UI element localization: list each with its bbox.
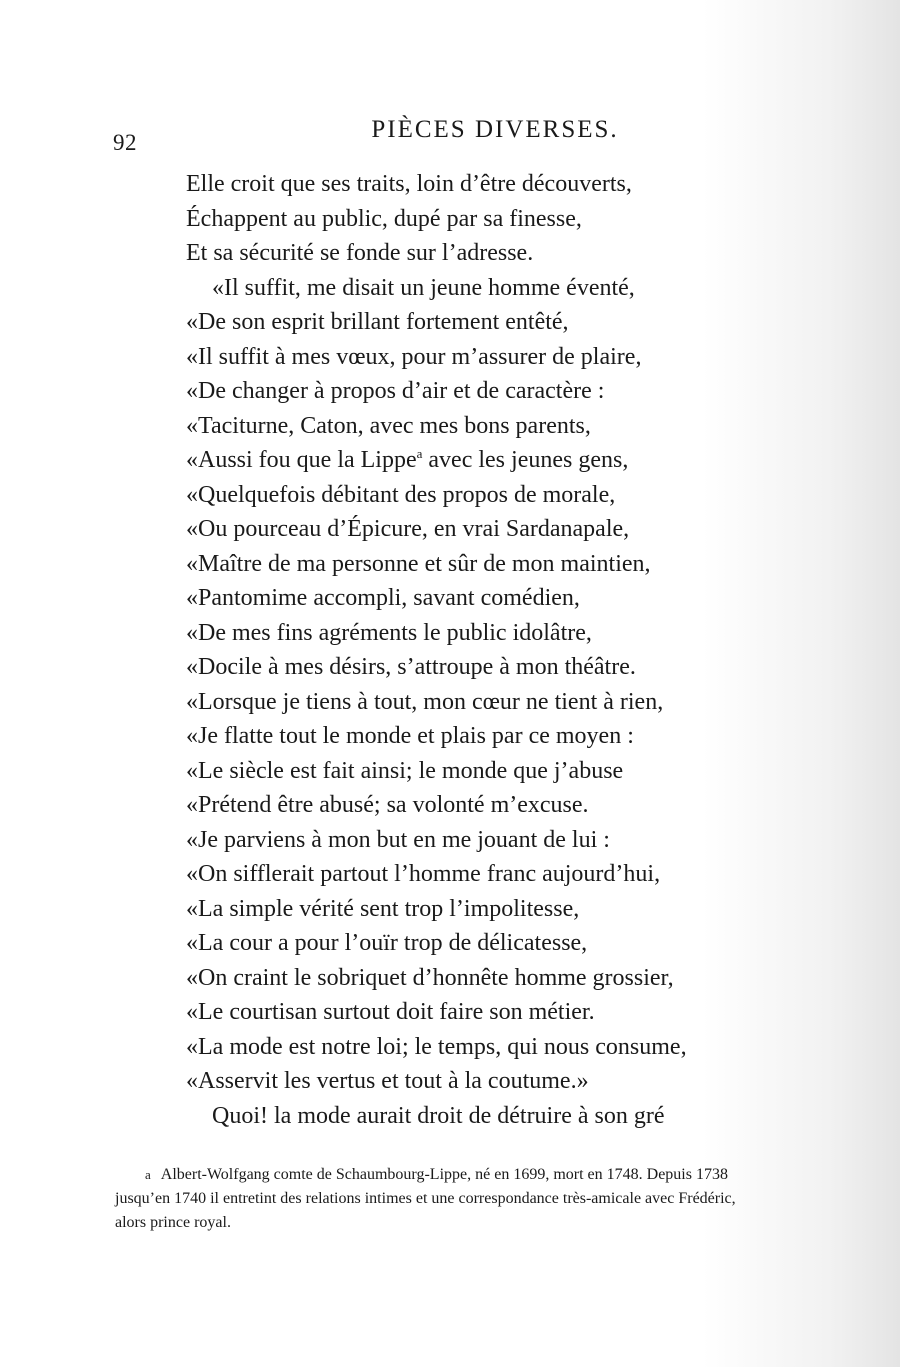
verse-text: «Le siècle est fait ainsi; le monde que j’abuse: [186, 757, 624, 784]
verse-text: «Prétend être abusé; sa volonté m’excuse.: [186, 792, 589, 818]
verse-line: [186, 374, 687, 409]
verse-line: [186, 616, 687, 651]
verse-text: «Je parviens à mon but en me jouant de lui :: [186, 826, 610, 853]
verse-line: [186, 305, 687, 340]
footnote: [115, 1163, 880, 1235]
verse-line: [186, 167, 687, 202]
verse-line: [186, 823, 687, 858]
verse-line: [186, 995, 687, 1030]
verse-line: [186, 650, 687, 685]
verse-text: «Le courtisan surtout doit faire son métier.: [186, 999, 595, 1025]
verse-text: «Aussi fou que la Lippe: [186, 447, 417, 473]
verse-text: «On craint le sobriquet d’honnête homme grossier,: [186, 964, 674, 991]
verse-line: [186, 409, 687, 444]
footnote-line: jusqu’en 1740 il entretint des relations intimes et une correspondance très-amicale avec Frédéric,: [115, 1190, 736, 1207]
verse-text: Échappent au public, dupé par sa finesse,: [186, 205, 582, 232]
verse-text: «Pantomime accompli, savant comédien,: [186, 585, 580, 611]
verse-line: [186, 1099, 687, 1134]
verse-text: «La mode est notre loi; le temps, qui nous consume,: [186, 1033, 687, 1060]
verse-text: «Je flatte tout le monde et plais par ce moyen :: [186, 723, 634, 749]
verse-text: Quoi! la mode aurait droit de détruire à son gré: [212, 1102, 665, 1129]
verse-text: «Maître de ma personne et sûr de mon maintien,: [186, 550, 651, 577]
verse-text: «On sifflerait partout l’homme franc aujourd’hui,: [186, 861, 661, 887]
verse-line: [186, 340, 687, 375]
footnote-line: alors prince royal.: [115, 1214, 231, 1231]
verse-text: «Docile à mes désirs, s’attroupe à mon théâtre.: [186, 654, 636, 680]
footnote-marker: a: [145, 1167, 151, 1182]
verse-line: [186, 478, 687, 513]
verse-text: «De mes fins agréments le public idolâtre,: [186, 619, 592, 646]
verse-text: «Quelquefois débitant des propos de morale,: [186, 481, 616, 508]
verse-line: [186, 1030, 687, 1065]
verse-line: [186, 857, 687, 892]
verse-text: «Asservit les vertus et tout à la coutume.»: [186, 1068, 589, 1094]
verse-line: [186, 236, 687, 271]
verse-line: [186, 512, 687, 547]
page-number: 92: [113, 130, 137, 155]
verse-text: «La cour a pour l’ouïr trop de délicatesse,: [186, 930, 588, 956]
verse-text: «La simple vérité sent trop l’impolitesse,: [186, 895, 580, 922]
verse-text: «De son esprit brillant fortement entêté,: [186, 309, 569, 335]
verse-line: [186, 892, 687, 927]
verse-text: «Lorsque je tiens à tout, mon cœur ne tient à rien,: [186, 688, 664, 715]
verse-text: Et sa sécurité se fonde sur l’adresse.: [186, 240, 534, 266]
verse-line: [186, 961, 687, 996]
footnote-text: Albert-Wolfgang comte de Schaumbourg-Lippe, né en 1699, mort en 1748. Depuis 1738: [160, 1166, 728, 1183]
verse-line: [186, 685, 687, 720]
verse-text: Elle croit que ses traits, loin d’être découverts,: [186, 171, 632, 197]
verse-text: «Ou pourceau d’Épicure, en vrai Sardanapale,: [186, 516, 630, 542]
verse-text: «De changer à propos d’air et de caractère :: [186, 378, 605, 404]
verse-line: [186, 202, 687, 237]
verse-line: [186, 719, 687, 754]
verse-text-continued: avec les jeunes gens,: [422, 447, 629, 473]
verse-line: [186, 581, 687, 616]
verse-line: [186, 1064, 687, 1099]
footnote-reference: a: [416, 446, 423, 461]
verse-line: [186, 271, 687, 306]
verse-line: [186, 754, 687, 789]
verse-block: [186, 167, 687, 1133]
verse-text: «Il suffit à mes vœux, pour m’assurer de plaire,: [186, 343, 642, 370]
verse-line: [186, 926, 687, 961]
verse-line: [186, 443, 687, 478]
running-title: PIÈCES DIVERSES.: [371, 116, 619, 143]
verse-text: «Il suffit, me disait un jeune homme éventé,: [212, 274, 635, 301]
footnote-line: [115, 1163, 880, 1187]
verse-line: [186, 788, 687, 823]
verse-line: [186, 547, 687, 582]
verse-text: «Taciturne, Caton, avec mes bons parents,: [186, 412, 591, 439]
